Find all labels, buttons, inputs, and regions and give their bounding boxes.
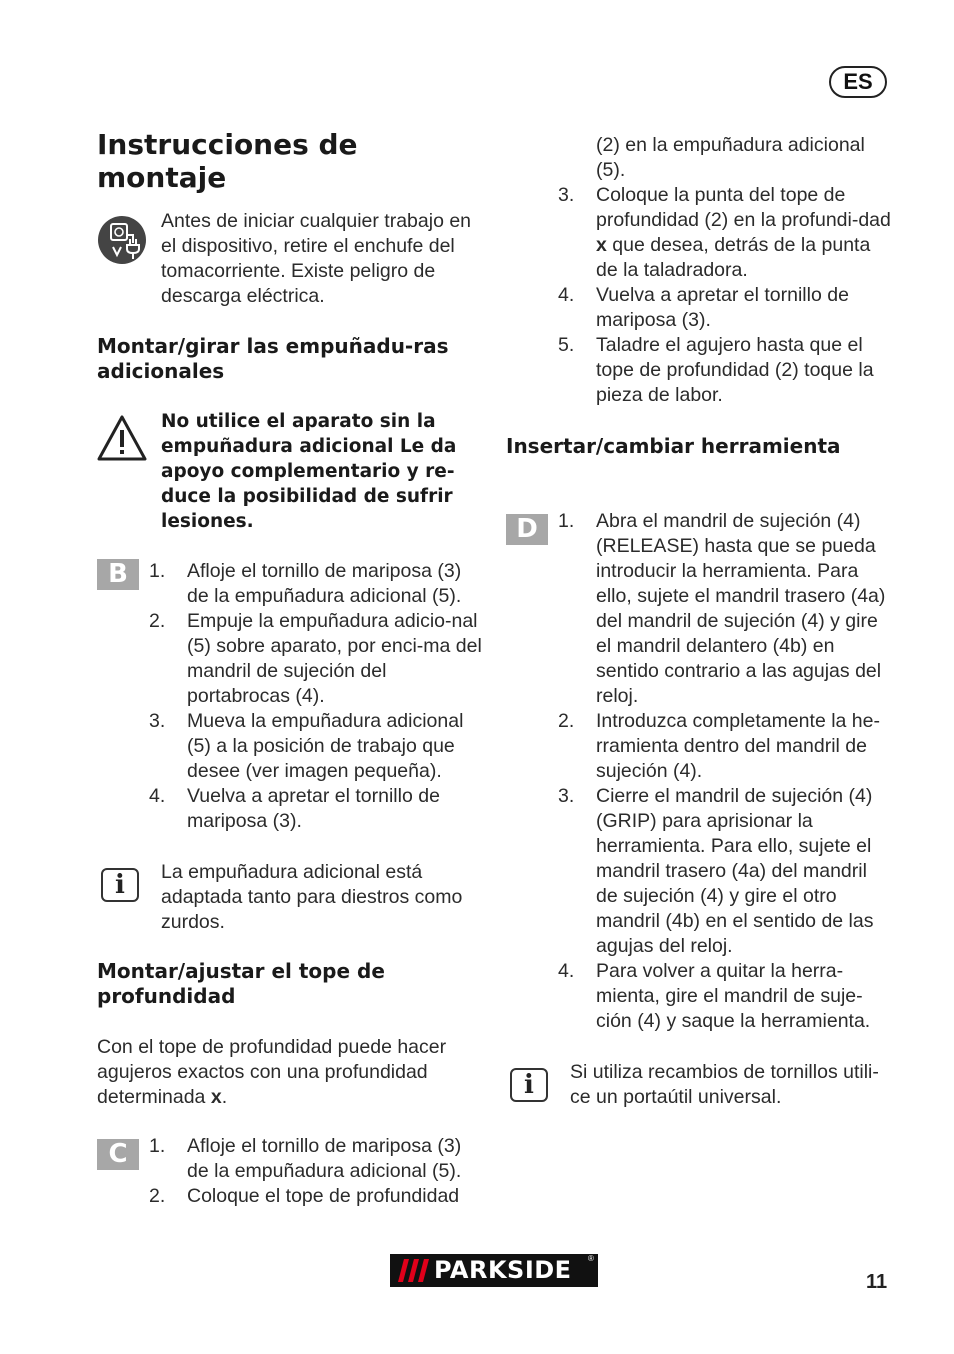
- list-item: 3. Mueva la empuñadura adicional (5) a la posición de trabajo que desee (ver imagen pequeña).: [149, 710, 464, 782]
- list-item: 3. Cierre el mandril de sujeción (4) (GRIP) para aprisionar la herramienta. Para ello, sujete el mandril trasero (4a) del mandril de sujeción (4) y gire el otro mandril (4b) en el sentido de las agujas del reloj.: [558, 785, 874, 957]
- logo-brand-text: PARKSIDE: [434, 1256, 572, 1284]
- list-item: 3. Coloque la punta del tope de profundidad (2) en la profundi-dad x que desea, detrás de la punta de la taladradora.: [558, 184, 891, 281]
- logo-registered-mark: ®: [588, 1254, 594, 1263]
- list-item: 2. Introduzca completamente la he-rramienta dentro del mandril de sujeción (4).: [558, 710, 880, 782]
- list-item: 1. Afloje el tornillo de mariposa (3) de la empuñadura adicional (5).: [149, 1135, 462, 1182]
- list-item: 2. Empuje la empuñadura adicio-nal (5) sobre aparato, por enci-ma del mandril de sujeción del portabrocas (4).: [149, 610, 482, 707]
- info-note-handles: La empuñadura adicional está adaptada tanto para diestros como zurdos.: [161, 861, 463, 933]
- list-item: 4. Para volver a quitar la herra-mienta, gire el mandril de suje-ción (4) y saque la herramienta.: [558, 960, 871, 1032]
- list-item: 1. Afloje el tornillo de mariposa (3) de la empuñadura adicional (5).: [149, 560, 462, 607]
- intro-paragraph: Antes de iniciar cualquier trabajo en el dispositivo, retire el enchufe del tomacorriente. Existe peligro de descarga eléctrica.: [161, 210, 472, 307]
- list-item: 5. Taladre el agujero hasta que el tope de profundidad (2) toque la pieza de labor.: [558, 334, 874, 406]
- list-item: 1. Abra el mandril de sujeción (4) (RELEASE) hasta que se pueda introducir la herramienta. Para ello, sujete el mandril trasero (4a) del mandril de sujeción (4) y gire el mandril delantero (4b) en sentido contrario a las agujas del reloj.: [558, 510, 886, 707]
- language-badge: ES: [829, 66, 887, 98]
- figure-badge-d: D: [506, 514, 548, 545]
- figure-badge-c: C: [97, 1139, 139, 1170]
- safety-warning-text: No utilice el aparato sin la empuñadura adicional Le da apoyo complementario y re-duce la posibilidad de sufrir lesiones.: [161, 411, 457, 532]
- section-heading-handles: Montar/girar las empuñadu-ras adicionales: [97, 334, 449, 383]
- section-heading-depth: Montar/ajustar el tope de profundidad: [97, 959, 385, 1008]
- steps-list-depth-right: [558, 133, 893, 408]
- parkside-logo: [390, 1254, 598, 1287]
- page-number: 11: [866, 1271, 888, 1293]
- list-item: 4. Vuelva a apretar el tornillo de mariposa (3).: [149, 785, 440, 832]
- page-title: Instrucciones de montaje: [97, 128, 358, 194]
- list-item-continuation: (2) en la empuñadura adicional (5).: [596, 134, 865, 181]
- steps-list-tool: [558, 509, 893, 1034]
- info-icon: i: [510, 1068, 548, 1102]
- depth-intro-paragraph: Con el tope de profundidad puede hacer agujeros exactos con una profundidad determinada x.: [97, 1036, 447, 1108]
- unplug-warning-icon: [97, 215, 147, 265]
- section-heading-tool: Insertar/cambiar herramienta: [506, 434, 841, 458]
- steps-list-handles: [149, 559, 484, 834]
- info-note-tool: Si utiliza recambios de tornillos utili-ce un portaútil universal.: [570, 1061, 879, 1108]
- list-item: 4. Vuelva a apretar el tornillo de mariposa (3).: [558, 284, 849, 331]
- figure-badge-b: B: [97, 559, 139, 590]
- list-item: 2. Coloque el tope de profundidad: [149, 1185, 460, 1207]
- steps-list-depth-left: [149, 1134, 484, 1209]
- dimension-x: x: [210, 1086, 222, 1108]
- warning-triangle-icon: [97, 414, 147, 462]
- logo-stripes-icon: [398, 1259, 430, 1282]
- info-icon: i: [101, 868, 139, 902]
